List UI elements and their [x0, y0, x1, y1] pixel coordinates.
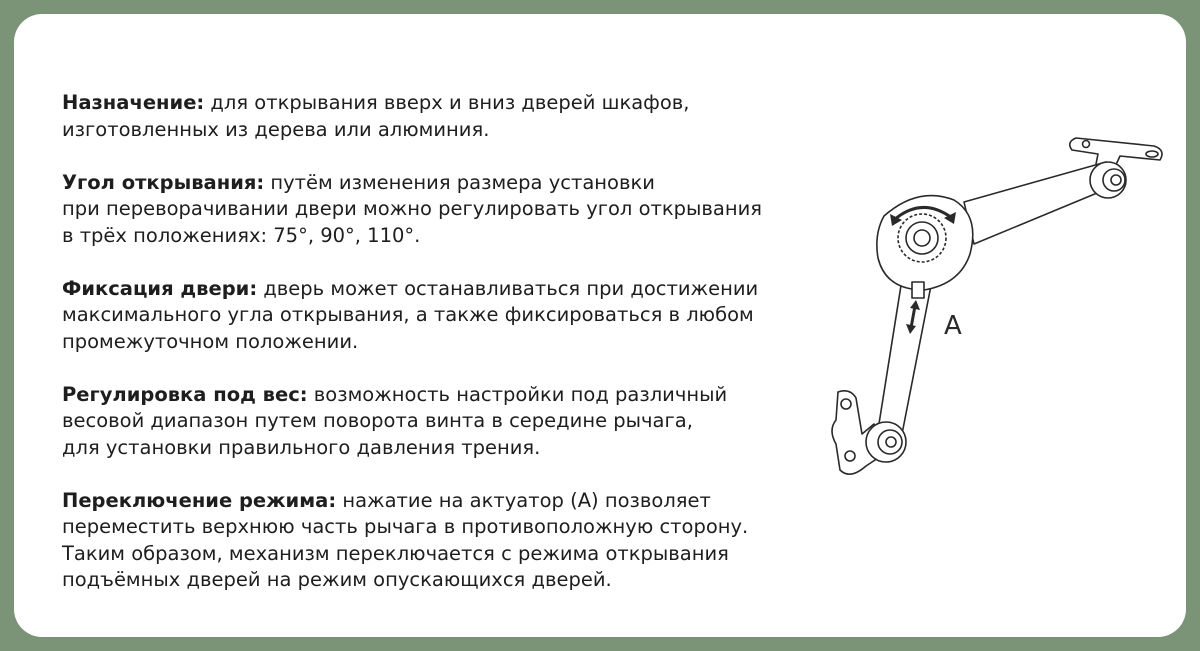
mode-line-2: переместить верхнюю часть рычага в противоположную сторону.: [62, 515, 749, 538]
paragraph-angle: [62, 170, 852, 250]
purpose-line-2: изготовленных из дерева или алюминия.: [62, 117, 490, 141]
purpose-title: Назначение:: [62, 91, 205, 114]
angle-line-1: путём изменения размера установки: [270, 170, 655, 194]
fixation-line-2: максимального угла открывания, а также фиксироваться в любом: [62, 303, 754, 326]
fixation-title: Фиксация двери:: [62, 276, 258, 300]
description-text: [62, 90, 852, 620]
mode-line-3: Таким образом, механизм переключается с режима открывания: [62, 541, 729, 565]
weight-line-1: возможность настройки под различный: [313, 382, 728, 406]
paragraph-fixation: [62, 276, 852, 356]
adjustment-gear-icon: [898, 214, 946, 262]
paragraph-mode: [62, 488, 852, 594]
angle-title: Угол открывания:: [62, 170, 265, 194]
purpose-line-1: для открывания вверх и вниз дверей шкафов,: [210, 91, 690, 114]
fixation-line-3: промежуточном положении.: [62, 329, 359, 353]
top-pivot: [1090, 162, 1126, 198]
mode-title: Переключение режима:: [62, 488, 337, 512]
angle-line-2: при переворачивании двери можно регулировать угол открывания: [62, 197, 763, 220]
lift-mechanism-illustration: [814, 134, 1184, 494]
weight-title: Регулировка под вес:: [62, 382, 308, 406]
fixation-line-1: дверь может останавливаться при достижении: [263, 276, 759, 300]
paragraph-weight: [62, 382, 852, 462]
weight-line-2: весовой диапазон путем поворота винта в середине рычага,: [62, 409, 693, 432]
mode-line-4: подъёмных дверей на режим опускающихся дверей.: [62, 568, 612, 591]
content-card: [14, 14, 1186, 637]
actuator-label: A: [944, 311, 962, 341]
bottom-pivot: [866, 422, 906, 462]
angle-line-3: в трёх положениях: 75°, 90°, 110°.: [62, 223, 421, 247]
weight-line-3: для установки правильного давления трения.: [62, 435, 541, 459]
paragraph-purpose: [62, 90, 852, 143]
mode-line-1: нажатие на актуатор (А) позволяет: [342, 488, 711, 512]
actuator-button: [912, 282, 924, 298]
